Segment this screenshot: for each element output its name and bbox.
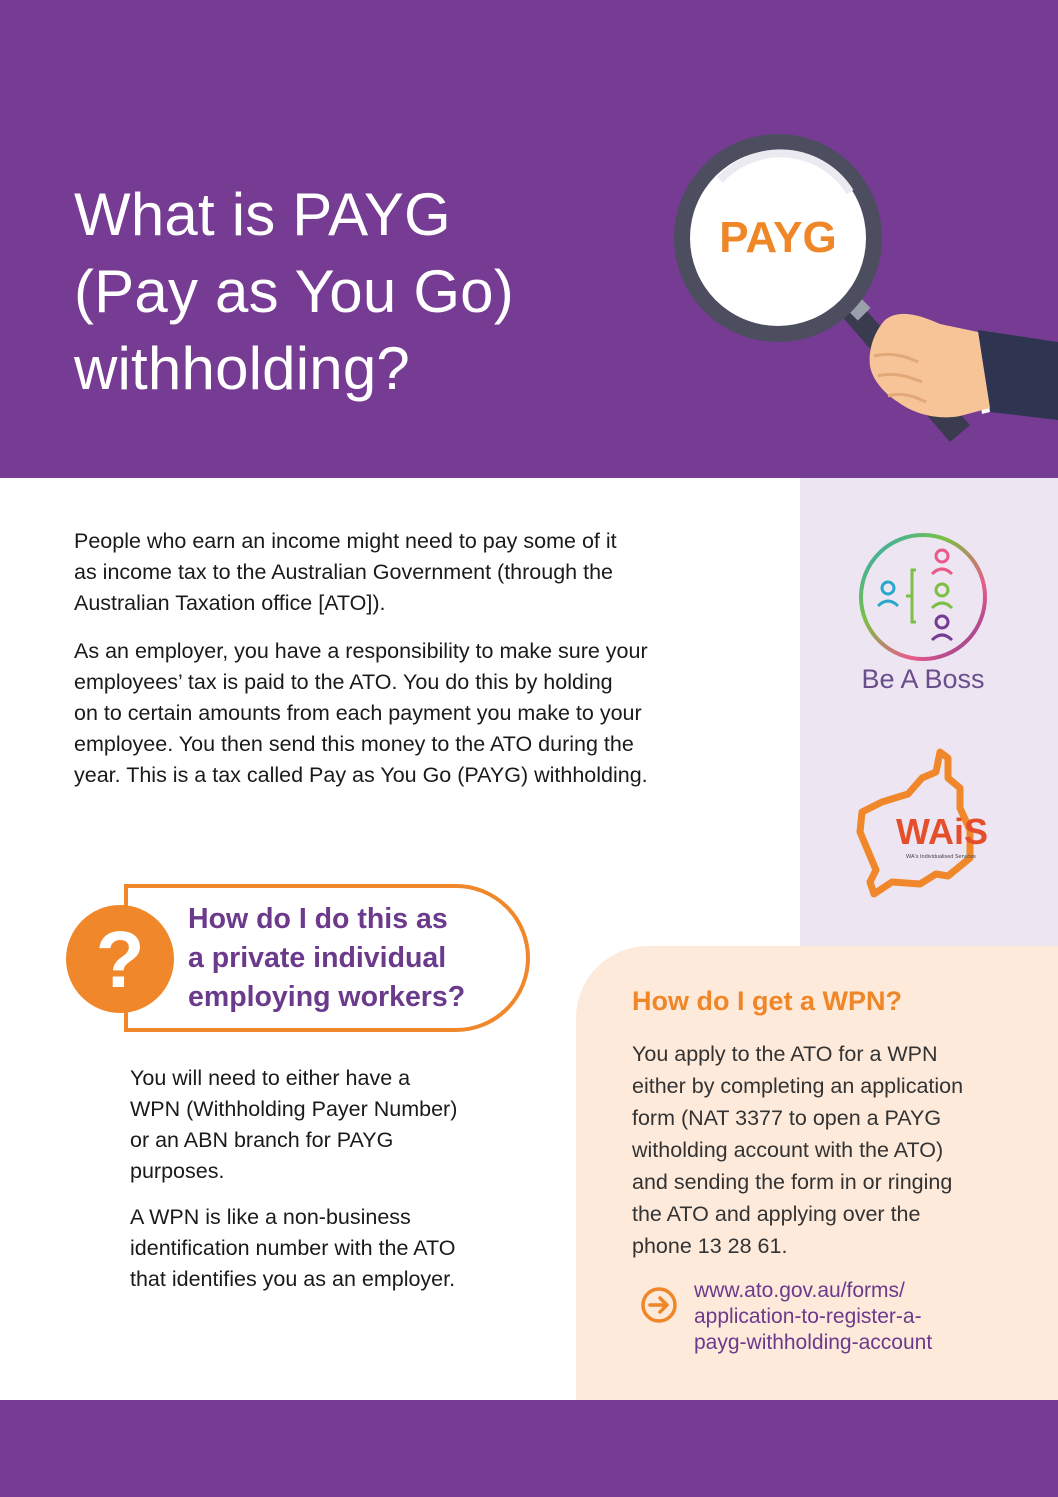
text-line: as income tax to the Australian Government (through the [74,560,613,584]
text-line: phone 13 28 61. [632,1234,788,1258]
text-line: A WPN is like a non-business [130,1205,411,1229]
text-line: identification number with the ATO [130,1236,456,1260]
wpn-heading: How do I get a WPN? [632,986,902,1016]
wais-tagline: WA's Individualised Services [906,854,976,860]
text-line: that identifies you as an employer. [130,1267,456,1291]
question-heading [188,900,465,1017]
answer-text [130,1063,550,1310]
text-line: purposes. [130,1159,225,1183]
link-line[interactable]: application-to-register-a- [694,1305,922,1328]
text-line: year. This is a tax called Pay as You Go (PAYG) withholding. [74,763,648,787]
text-line: People who earn an income might need to pay some of it [74,529,617,553]
text-line: either by completing an application [632,1074,964,1098]
answer-paragraph [130,1202,550,1295]
wais-wordmark: WAiS [896,811,989,852]
payg-lens-label: PAYG [719,213,837,262]
question-mark-icon [64,903,176,1015]
heading-line: employing workers? [188,981,466,1013]
text-line: on to certain amounts from each payment you make to your [74,701,642,725]
text-line: employees’ tax is paid to the ATO. You do this by holding [74,670,613,694]
intro-paragraph [74,636,684,791]
page-title [74,176,514,407]
arrow-right-circle-icon[interactable] [640,1286,678,1324]
link-line[interactable]: www.ato.gov.au/forms/ [694,1279,905,1302]
text-line: form (NAT 3377 to open a PAYG [632,1106,942,1130]
ato-form-link[interactable] [694,1278,932,1356]
text-line: and sending the form in or ringing [632,1170,953,1194]
intro-paragraph [74,526,684,619]
title-line: What is PAYG [74,181,451,248]
footer-band [0,1400,1058,1497]
text-line: witholding account with the ATO) [632,1138,944,1162]
title-line: (Pay as You Go) [74,258,514,325]
text-line: You apply to the ATO for a WPN [632,1042,938,1066]
be-a-boss-label: Be A Boss [861,664,985,694]
link-line[interactable]: payg-withholding-account [694,1331,933,1354]
magnifier-hand-illustration [660,120,1058,460]
wpn-body-text [632,1038,1032,1262]
text-line: or an ABN branch for PAYG [130,1128,394,1152]
text-line: As an employer, you have a responsibility to make sure your [74,639,648,663]
text-line: Australian Taxation office [ATO]). [74,591,386,615]
heading-line: How do I do this as [188,903,448,935]
intro-text [74,526,684,808]
wais-logo [852,748,1002,898]
title-line: withholding? [74,335,410,402]
text-line: WPN (Withholding Payer Number) [130,1097,458,1121]
text-line: You will need to either have a [130,1066,411,1090]
heading-line: a private individual [188,942,447,974]
answer-paragraph [130,1063,550,1187]
be-a-boss-logo [856,530,990,664]
text-line: the ATO and applying over the [632,1202,921,1226]
question-symbol: ? [95,915,145,1004]
text-line: employee. You then send this money to the ATO during the [74,732,634,756]
